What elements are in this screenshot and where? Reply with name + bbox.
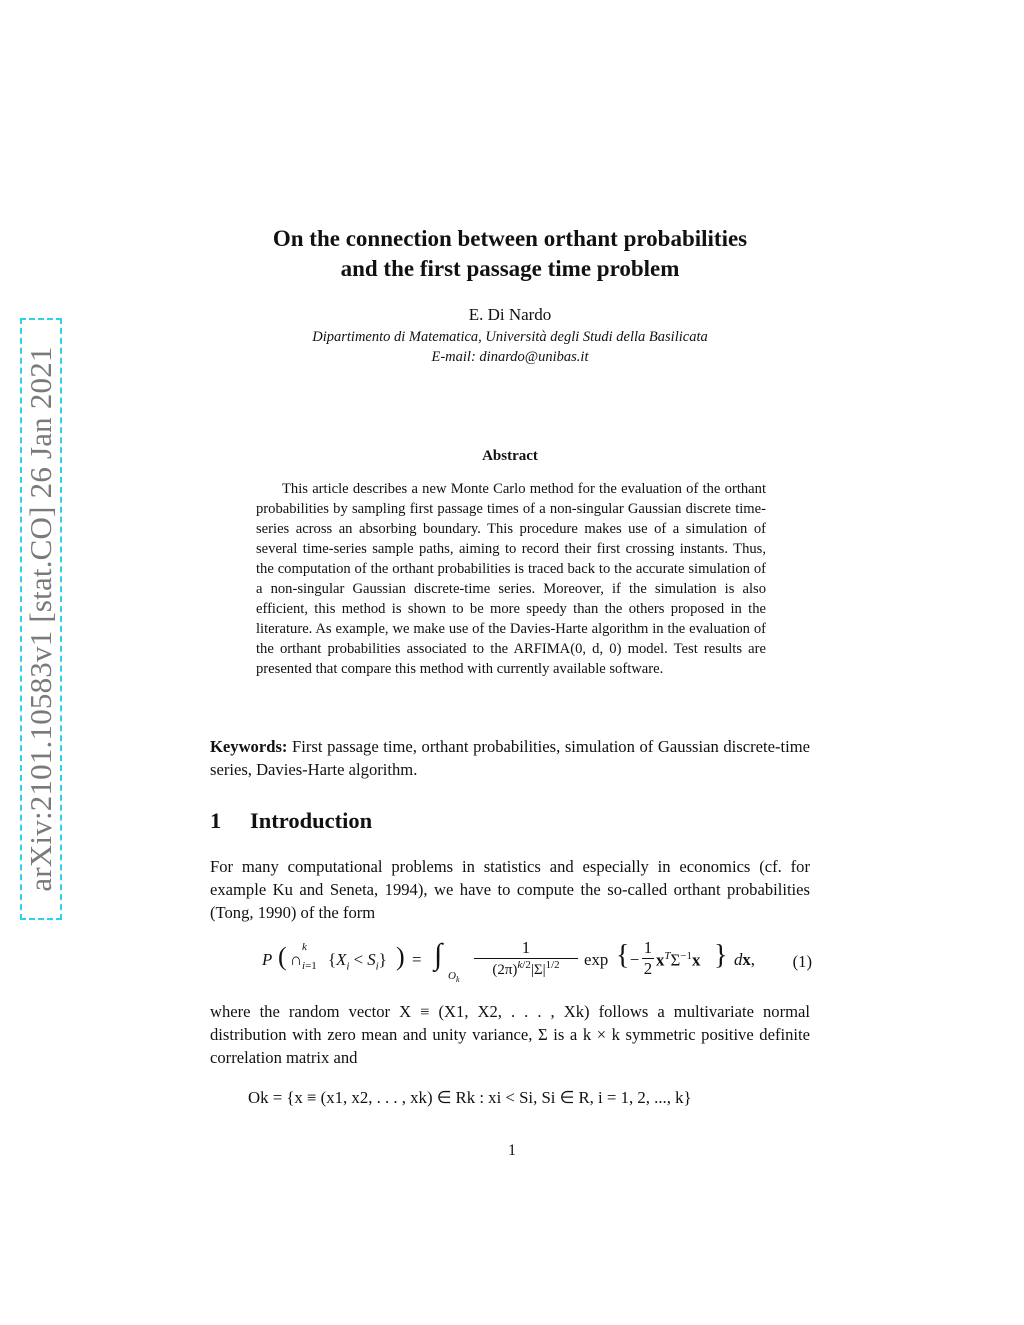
eq1-lparen: ( [278,942,287,971]
eq1-frac-den: $(2\pi)^{k/2}|\Sigma|^{1/2}$ [474,958,578,979]
eq1-fraction [474,938,578,979]
eq1-cap-sub: i=1 [302,960,317,972]
section-title: Introduction [250,808,373,833]
eq1-equals: = [412,950,422,969]
arxiv-stamp [20,318,62,920]
title-line-1: On the connection between orthant probabilities [272,226,748,251]
keywords [210,735,810,781]
eq1-p: P [262,950,273,969]
keywords-label: Keywords: [210,737,288,756]
eq1-half-num: 1 [643,938,653,957]
eq1-lbrace: { [616,940,630,971]
equation-number: (1) [792,952,812,971]
eq1-minus: − [630,950,640,969]
author-name: E. Di Nardo [468,305,552,324]
paragraph-2: where the random vector X ≡ (X1, X2, . . . , Xk) follows a multivariate normal distribution with zero mean and unity variance, Σ is a k × k symmetric positive definite correlation matrix and [210,1002,810,1067]
intro-paragraph: For many computational problems in statistics and especially in economics (cf. for example Ku and Seneta, 1994), we have to compute the so-called orthant probabilities (Tong, 1990) of the form [210,857,810,922]
eq1-rbrace: } [714,940,728,971]
abstract-text: This article describes a new Monte Carlo method for the evaluation of the orthant probabilities by sampling first passage times of a non-singular Gaussian discrete time-series across an absorbing boundary. This procedure makes use of a simulation of several time-series sample paths, aiming to record their first crossing instants. Thus, the computation of the orthant probabilities is traced back to the accurate simulation of a non-singular Gaussian discrete-time series. Moreover, if the simulation is also efficient, this method is shown to be more speedy than the others proposed in the literature. As example, we make use of the Davies-Harte algorithm in the evaluation of the orthant probabilities associated to the ARFIMA(0, d, 0) model. Test results are presented that compare this method with currently available software. [256,481,766,677]
author-email: E-mail: dinardo@unibas.it [431,349,589,365]
eq1-set: $\{X_i < S_i\}$ [328,950,387,973]
eq1-half-den: 2 [643,959,653,978]
keywords-text: First passage time, orthant probabilities, simulation of Gaussian discrete-time series, Davies-Harte algorithm. [210,737,810,779]
eq1-quadratic: $x^T\Sigma^{-1}x$ [656,950,701,970]
eq1-half [642,938,654,979]
section-number: 1 [210,808,222,833]
title-line-2: and the first passage time problem [340,256,680,281]
eq1-cap-sup: k [302,941,307,953]
eq1-integral: ∫ [434,938,443,971]
equation-1 [262,936,812,992]
paper-title [200,224,820,284]
arxiv-stamp-text: arXiv:2101.10583v1 [stat.CO] 26 Jan 2021 [23,346,58,892]
page-number: 1 [508,1142,516,1159]
eq1-int-sub: $O_k$ [448,970,460,985]
equation-2: Ok = {x ≡ (x1, x2, . . . , xk) ∈ Rk : xi < Si, Si ∈ R, i = 1, 2, ..., k} [248,1088,692,1107]
eq1-exp: exp [584,950,609,969]
eq1-frac-num: 1 [521,938,531,957]
section-heading [210,808,372,834]
abstract-heading: Abstract [482,448,538,464]
eq1-dx: dx, [734,950,755,969]
eq1-cap: ∩ [290,950,303,969]
author-affiliation: Dipartimento di Matematica, Università degli Studi della Basilicata [312,329,708,345]
eq1-rparen: ) [396,942,405,971]
